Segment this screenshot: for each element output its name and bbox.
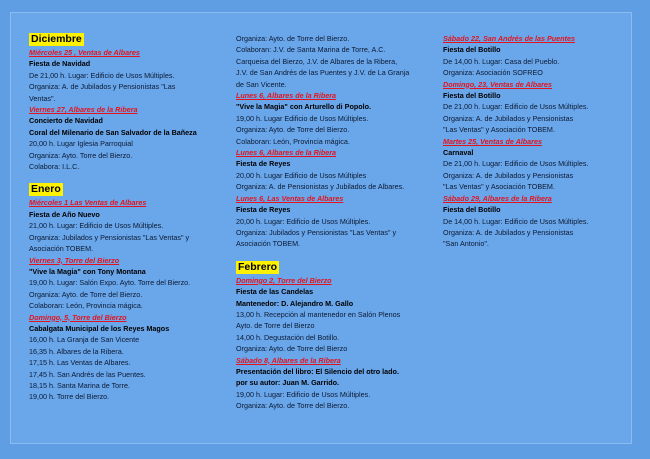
event-detail: Organiza: Ayto. de Torre del Bierzo — [236, 344, 348, 354]
event-detail: 19,00 h. Lugar: Salón Expo. Ayto. Torre del Bierzo. — [29, 278, 191, 288]
event-date-location: Sábado 8, Albares de la Ribera — [236, 355, 341, 365]
event-detail: Organiza: A. de Pensionistas y Jubilados de Albares. — [236, 182, 405, 192]
event-title: Fiesta de Año Nuevo — [29, 209, 100, 219]
event-detail: Asociación TOBEM. — [29, 244, 94, 254]
event-title: "Vive la Magia" con Tony Montana — [29, 266, 146, 276]
event-date-location: Domingo, 23, Ventas de Albares — [443, 79, 552, 89]
event-detail: 20,00 h. Lugar Edificio de Usos Múltiples — [236, 170, 367, 180]
event-title: Fiesta de Reyes — [236, 159, 291, 169]
event-detail: Colaboran: J.V. de Santa Marina de Torre, A.C. — [236, 45, 386, 55]
month-heading — [29, 33, 219, 47]
event-title: Coral del Milenario de San Salvador de la Bañeza — [29, 127, 197, 137]
event-date-location: Viernes 3, Torre del Bierzo — [29, 255, 120, 265]
event-detail: Organiza: Asociación SOFREO — [443, 68, 543, 78]
event-title: Cabalgata Municipal de los Reyes Magos — [29, 323, 170, 333]
event-detail: "Las Ventas" y Asociación TOBEM. — [443, 182, 555, 192]
event-detail: 14,00 h. Degustación del Botillo. — [236, 332, 340, 342]
event-detail: 16,35 h. Albares de la Ribera. — [29, 346, 124, 356]
event-detail: Organiza: Ayto. de Torre del Bierzo. — [236, 34, 350, 43]
event-detail: 19,00 h. Lugar Edificio de Usos Múltiples. — [236, 113, 369, 123]
event-detail: "San Antonio". — [443, 239, 489, 249]
event-date-location: Lunes 6, Albares de la Ribera — [236, 91, 336, 101]
event-detail: J.V. de San Andrés de las Puentes y J.V. de La Granja — [236, 68, 410, 78]
event-detail: Organiza: Ayto. Torre del Bierzo. — [29, 150, 133, 160]
event-detail: 19,00 h. Lugar: Edificio de Usos Múltiples. — [236, 389, 371, 399]
event-date-location: Domingo, 5, Torre del Bierzo — [29, 312, 127, 322]
event-date-location: Domingo 2, Torre del Bierzo — [236, 275, 332, 285]
section-gap — [236, 250, 436, 261]
event-detail: De 21,00 h. Lugar: Edificio de Usos Múltiples. — [29, 70, 175, 80]
month-label: Enero — [31, 183, 61, 196]
month-heading — [236, 261, 436, 275]
event-detail: Organiza: Ayto. de Torre del Bierzo. — [29, 289, 143, 299]
event-detail: "Las Ventas" y Asociación TOBEM. — [443, 125, 555, 135]
event-date-location: Viernes 27, Albares de la Ribera — [29, 105, 138, 115]
event-detail: Colaboran: León, Provincia mágica. — [236, 136, 350, 146]
event-detail: Organiza: A. de Jubilados y Pensionistas — [443, 227, 574, 237]
event-detail: De 21,00 h. Lugar: Edificio de Usos Múltiples. — [443, 159, 589, 169]
event-title: Fiesta de Navidad — [29, 59, 91, 69]
event-title: Fiesta del Botillo — [443, 91, 501, 101]
event-detail: Organiza: Jubilados y Pensionistas "Las Ventas" y — [236, 227, 397, 237]
column-2 — [236, 33, 436, 412]
event-title: Fiesta de las Candelas — [236, 287, 314, 297]
event-detail: 18,15 h. Santa Marina de Torre. — [29, 380, 130, 390]
event-date-location: Sábado 22, San Andrés de las Puentes — [443, 34, 575, 43]
event-detail: de San Vicente. — [236, 79, 287, 89]
event-date-location: Martes 25, Ventas de Albares — [443, 136, 542, 146]
event-detail: De 14,00 h. Lugar: Edificio de Usos Múltiples. — [443, 216, 589, 226]
event-detail: Organiza: Ayto. de Torre del Bierzo. — [236, 401, 350, 411]
column-3 — [443, 33, 628, 250]
event-date-location: Miércoles 1 Las Ventas de Albares — [29, 198, 147, 208]
event-title: Presentación del libro: El Silencio del otro lado. — [236, 366, 399, 376]
event-title: Carnaval — [443, 148, 474, 158]
event-date-location: Sábado 29, Albares de la Ribera — [443, 193, 552, 203]
event-title: Concierto de Navidad — [29, 116, 103, 126]
event-detail: Organiza: A. de Jubilados y Pensionistas — [443, 170, 574, 180]
event-detail: 17,15 h. Las Ventas de Albares. — [29, 358, 131, 368]
column-1 — [29, 33, 219, 403]
event-detail: Organiza: A. de Jubilados y Pensionistas "Las — [29, 82, 176, 92]
event-date-location: Lunes 6, Las Ventas de Albares — [236, 193, 344, 203]
event-detail: 20,00 h. Lugar: Edificio de Usos Múltiples. — [236, 216, 371, 226]
month-label: Febrero — [238, 260, 278, 273]
event-detail: Asociación TOBEM. — [236, 239, 301, 249]
event-detail: Ayto. de Torre del Bierzo — [236, 321, 315, 331]
event-detail: 17,45 h. San Andrés de las Puentes. — [29, 369, 146, 379]
event-date-location: Lunes 6, Albares de la Ribera — [236, 148, 336, 158]
event-detail: 21,00 h. Lugar: Edificio de Usos Múltiples. — [29, 221, 164, 231]
event-detail: Organiza: Jubilados y Pensionistas "Las Ventas" y — [29, 232, 190, 242]
event-title: por su autor: Juan M. Garrido. — [236, 378, 340, 388]
event-detail: 13,00 h. Recepción al mantenedor en Salón Plenos — [236, 309, 401, 319]
event-detail: Organiza: Ayto. de Torre del Bierzo. — [236, 125, 350, 135]
event-detail: Colabora: I.L.C. — [29, 162, 80, 172]
event-title: "Vive la Magia" con Arturello di Popolo. — [236, 102, 372, 112]
event-detail: 16,00 h. La Granja de San Vicente — [29, 335, 140, 345]
event-detail: De 14,00 h. Lugar: Casa del Pueblo. — [443, 56, 560, 66]
leaflet-page — [10, 12, 632, 444]
event-detail: 19,00 h. Torre del Bierzo. — [29, 392, 110, 402]
event-title: Fiesta de Reyes — [236, 205, 291, 215]
event-title: Fiesta del Botillo — [443, 45, 501, 55]
event-detail: De 21,00 h. Lugar: Edificio de Usos Múltiples. — [443, 102, 589, 112]
event-detail: Colaboran: León, Provincia mágica. — [29, 301, 143, 311]
month-label: Diciembre — [31, 33, 82, 45]
month-heading — [29, 183, 219, 197]
event-date-location: Miércoles 25 , Ventas de Albares — [29, 48, 140, 57]
event-detail: Carqueisa del Bierzo, J.V. de Albares de la Ribera, — [236, 56, 398, 66]
event-detail: Ventas". — [29, 93, 56, 103]
event-title: Mantenedor: D. Alejandro M. Gallo — [236, 298, 354, 308]
event-detail: Organiza: A. de Jubilados y Pensionistas — [443, 113, 574, 123]
section-gap — [29, 172, 219, 183]
event-title: Fiesta del Botillo — [443, 205, 501, 215]
event-detail: 20,00 h. Lugar Iglesia Parroquial — [29, 139, 133, 149]
